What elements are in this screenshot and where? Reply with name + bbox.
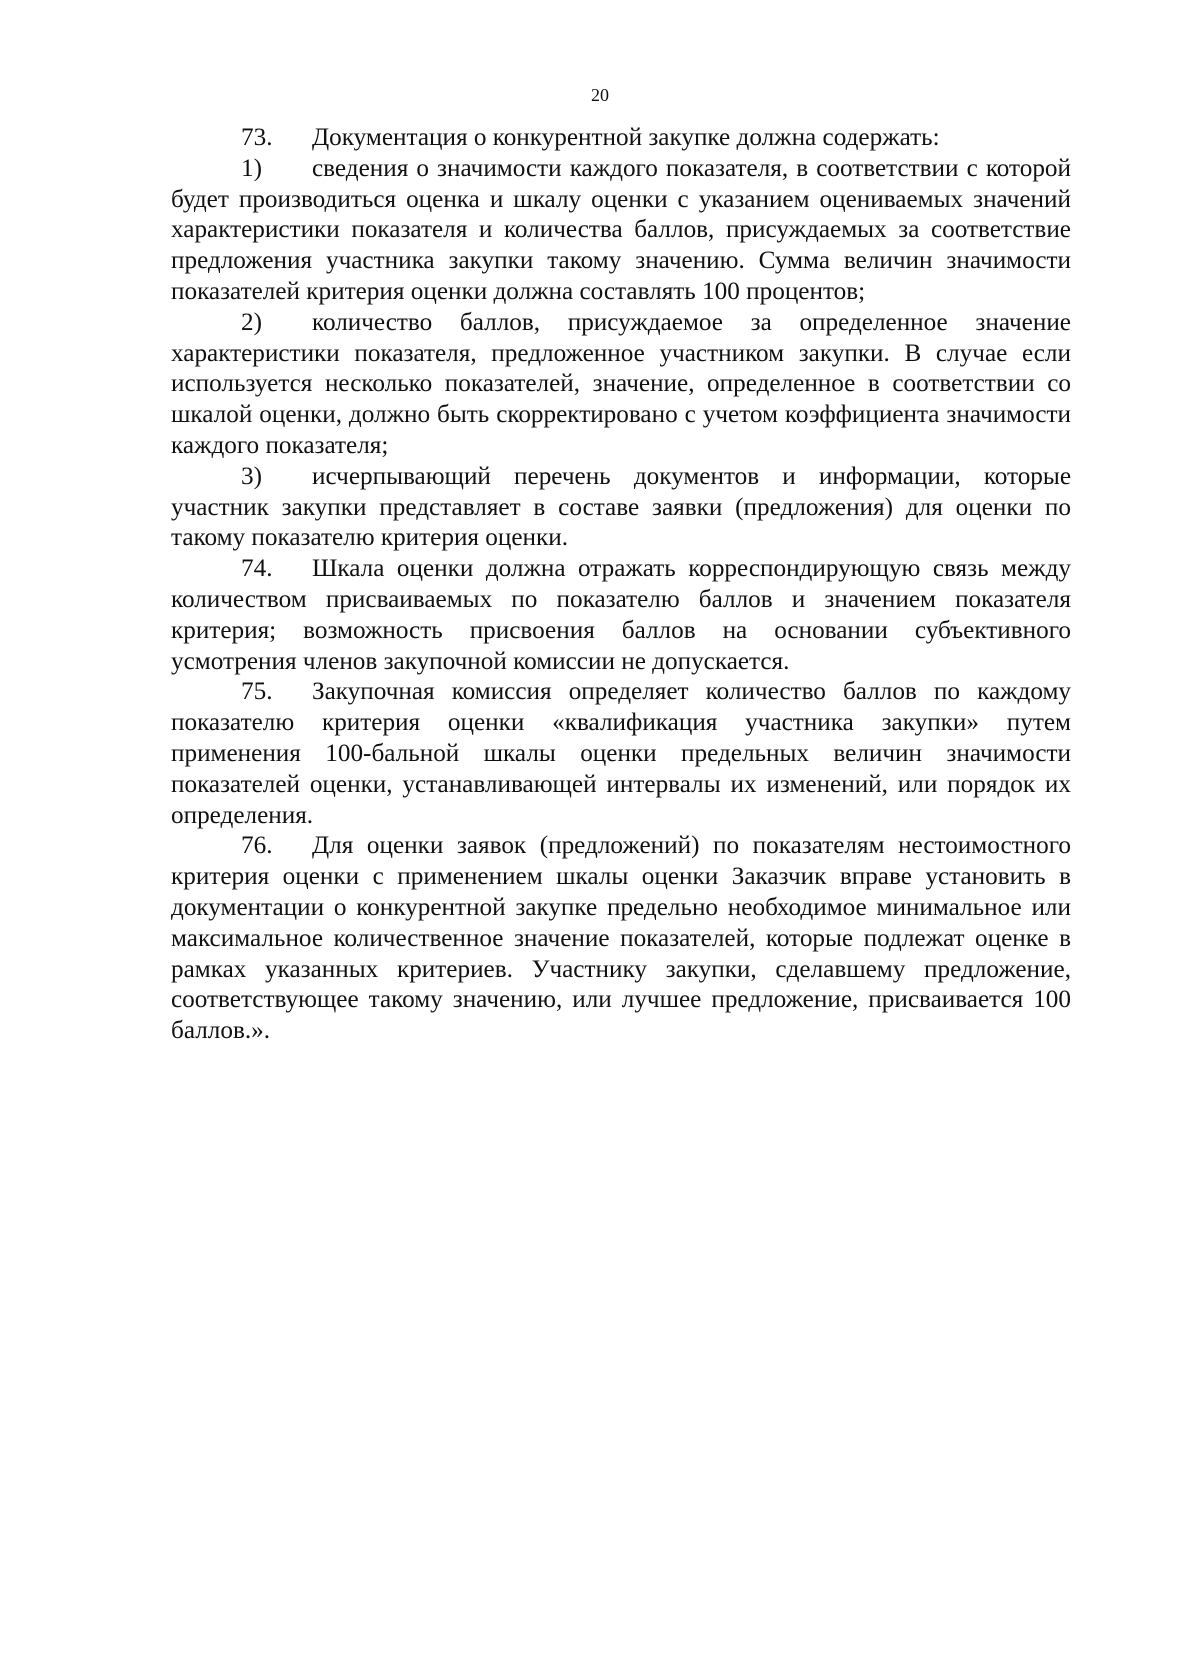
paragraph-75 (171, 677, 1071, 831)
paragraph-text: Для оценки заявок (предложений) по показателям нестоимостного критерия оценки с применением шкалы оценки Заказчик вправе установить в документации о конкурентной закупке предельно необходимое минимальное или максимальное количественное значение показателей, которые подлежат оценке в рамках указанных критериев. Участнику закупки, сделавшему предложение, соответствующее такому значению, или лучшее предложение, присваивается 100 баллов.». (171, 832, 1071, 1045)
paragraph-73-item-2 (171, 308, 1071, 462)
paragraph-73 (171, 123, 1071, 154)
paragraph-text: сведения о значимости каждого показателя, в соответствии с которой будет производиться оценка и шкалу оценки с указанием оцениваемых значений характеристики показателя и количества баллов, присуждаемых за соответствие предложения участника закупки такому значению. Сумма величин значимости показателей критерия оценки должна составлять 100 процентов; (171, 154, 1071, 305)
paragraph-number: 3) (241, 462, 262, 490)
paragraph-number: 1) (241, 154, 262, 182)
paragraph-text: Документация о конкурентной закупке должна содержать: (312, 124, 940, 151)
paragraph-76 (171, 831, 1071, 1047)
paragraph-number: 76. (241, 832, 273, 860)
paragraph-number: 2) (241, 308, 262, 336)
paragraph-number: 73. (241, 124, 273, 151)
paragraph-74 (171, 554, 1071, 677)
paragraph-text: Закупочная комиссия определяет количество баллов по каждому показателю критерия оценки «квалификация участника закупки» путем применения 100-бальной шкалы оценки предельных величин значимости показателей оценки, устанавливающей интервалы их изменений, или порядок их определения. (171, 678, 1071, 829)
paragraph-73-item-3 (171, 462, 1071, 554)
paragraph-number: 74. (241, 555, 273, 583)
paragraph-73-item-1 (171, 154, 1071, 308)
paragraph-text: исчерпывающий перечень документов и информации, которые участник закупки представляет в составе заявки (предложения) для оценки по такому показателю критерия оценки. (171, 462, 1071, 552)
paragraph-text: количество баллов, присуждаемое за определенное значение характеристики показателя, предложенное участником закупки. В случае если используется несколько показателей, значение, определенное в соответствии со шкалой оценки, должно быть скорректировано с учетом коэффициента значимости каждого показателя; (171, 308, 1071, 459)
document-body (171, 123, 1071, 1047)
page-number: 20 (591, 85, 609, 105)
paragraph-number: 75. (241, 678, 273, 706)
paragraph-text: Шкала оценки должна отражать корреспондирующую связь между количеством присваиваемых по показателю баллов и значением показателя критерия; возможность присвоения баллов на основании субъективного усмотрения членов закупочной комиссии не допускается. (171, 555, 1071, 675)
